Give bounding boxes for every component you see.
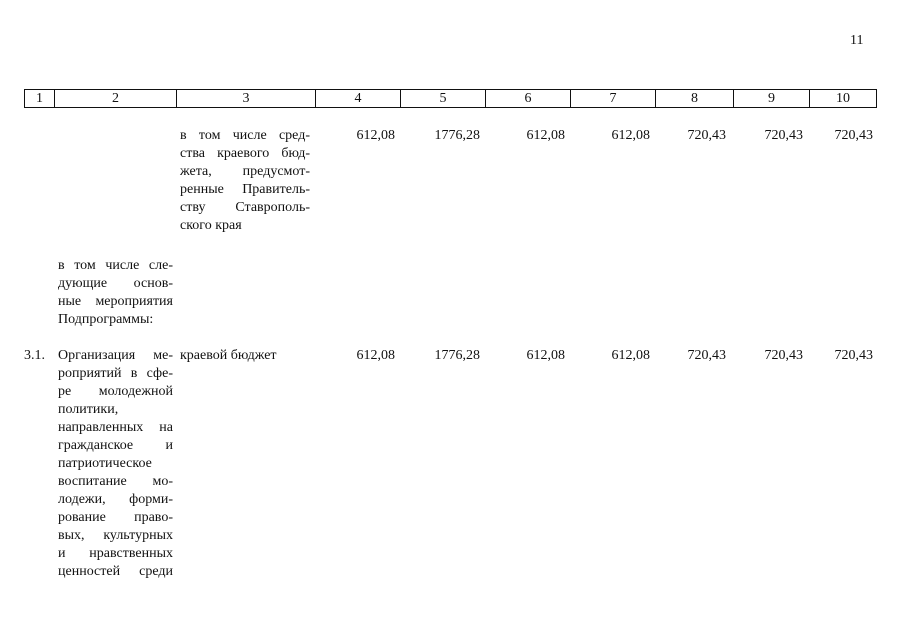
row3-line: ценностей среди: [58, 564, 173, 579]
column-header-7: 7: [571, 90, 656, 108]
column-header-3: 3: [177, 90, 316, 108]
row1-source-line: ренные Правитель-: [180, 182, 310, 197]
row1-source-line: ского края: [180, 218, 242, 233]
row1-source-line: ству Ставрополь-: [180, 200, 310, 215]
row3-line: воспитание мо-: [58, 474, 173, 489]
row3-value-col6: 612,08: [526, 348, 565, 363]
row2-line: ные мероприятия: [58, 294, 173, 309]
column-header-1: 1: [25, 90, 55, 108]
row1-source-line: ства краевого бюд-: [180, 146, 310, 161]
row2-line: дующие основ-: [58, 276, 173, 291]
row3-line: политики,: [58, 402, 119, 417]
row2-line: в том числе сле-: [58, 258, 173, 273]
column-header-8: 8: [656, 90, 734, 108]
row2-line: Подпрограммы:: [58, 312, 154, 327]
row2-subheading: [58, 257, 173, 329]
column-header-5: 5: [401, 90, 486, 108]
row1-source-line: жета, предусмот-: [180, 164, 310, 179]
row3-line: направленных на: [58, 420, 173, 435]
row1-value-col10: 720,43: [834, 128, 873, 143]
column-header-6: 6: [486, 90, 571, 108]
row3-value-col7: 612,08: [611, 348, 650, 363]
row1-value-col4: 612,08: [356, 128, 395, 143]
row3-line: Организация ме-: [58, 348, 173, 363]
row3-value-col4: 612,08: [356, 348, 395, 363]
column-header-2: 2: [55, 90, 177, 108]
row3-value-col9: 720,43: [764, 348, 803, 363]
row1-funding-source: [180, 127, 310, 235]
row3-line: и нравственных: [58, 546, 173, 561]
row1-value-col5: 1776,28: [434, 128, 480, 143]
row3-value-col5: 1776,28: [434, 348, 480, 363]
row3-activity-description: [58, 347, 173, 581]
row1-value-col7: 612,08: [611, 128, 650, 143]
page-number: 11: [850, 33, 864, 48]
column-header-4: 4: [316, 90, 401, 108]
row3-line: роприятий в сфе-: [58, 366, 173, 381]
row3-line: ре молодежной: [58, 384, 173, 399]
row1-value-col9: 720,43: [764, 128, 803, 143]
column-header-10: 10: [810, 90, 877, 108]
row1-value-col6: 612,08: [526, 128, 565, 143]
row3-line: гражданское и: [58, 438, 173, 453]
row3-line: лодежи, форми-: [58, 492, 173, 507]
row3-line: вых, культурных: [58, 528, 173, 543]
row3-value-col8: 720,43: [687, 348, 726, 363]
column-number-header: [24, 89, 877, 108]
row3-line: патриотическое: [58, 456, 152, 471]
row3-line: рование право-: [58, 510, 173, 525]
row3-item-number: 3.1.: [24, 348, 45, 363]
column-header-9: 9: [734, 90, 810, 108]
row1-source-line: в том числе сред-: [180, 128, 310, 143]
row3-value-col10: 720,43: [834, 348, 873, 363]
row1-value-col8: 720,43: [687, 128, 726, 143]
row3-funding-source: краевой бюджет: [180, 348, 277, 363]
